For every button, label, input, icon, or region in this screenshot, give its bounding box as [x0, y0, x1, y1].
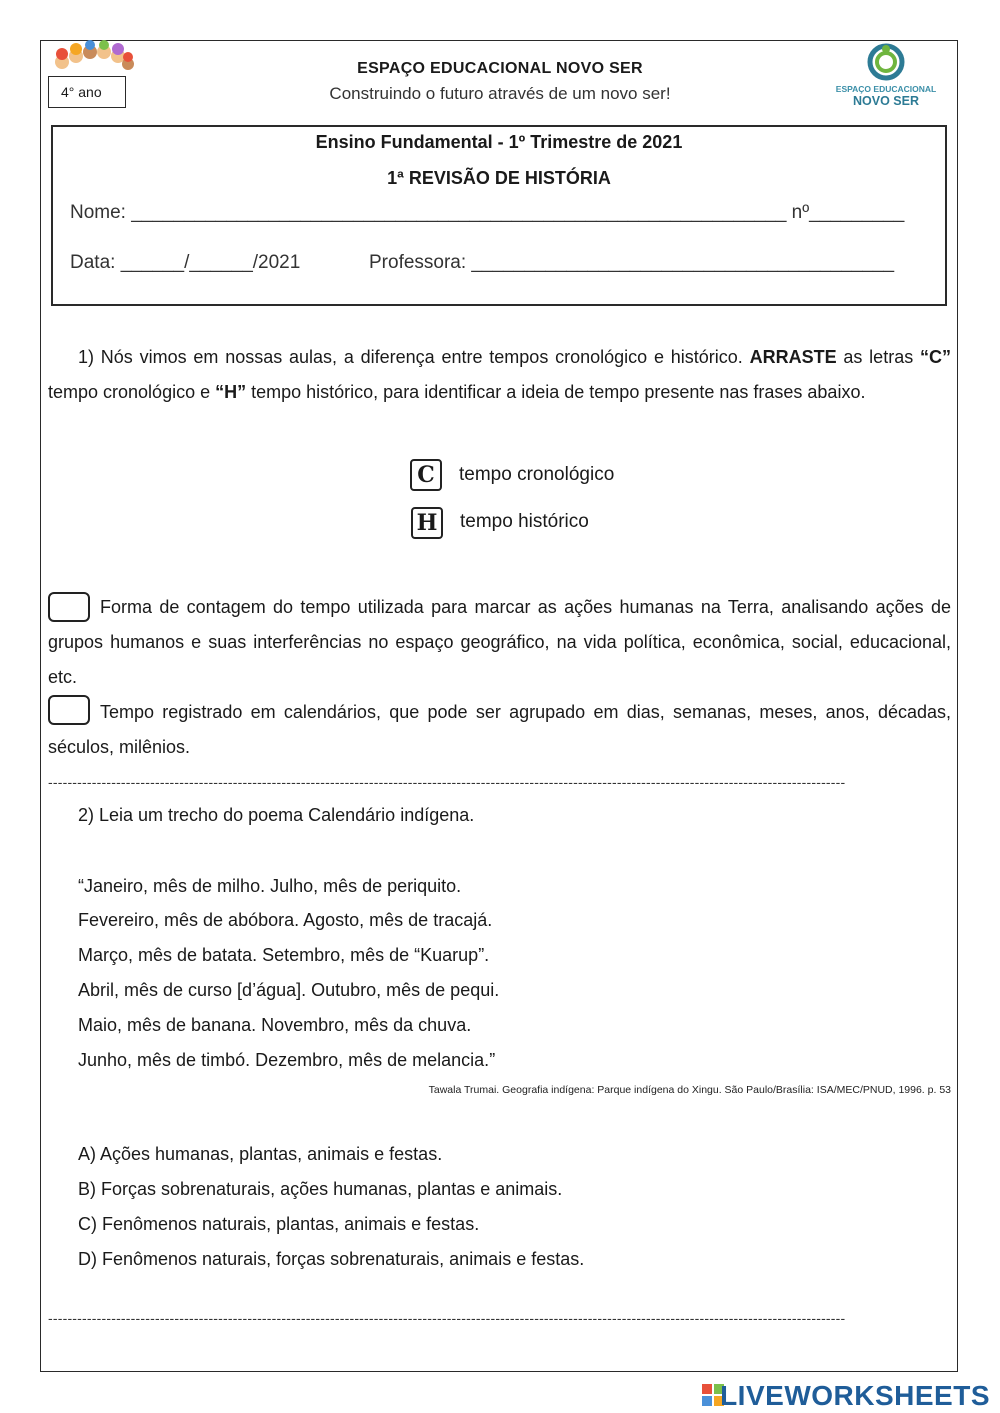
- school-slogan: Construindo o futuro através de um novo ser!: [329, 84, 671, 103]
- name-field[interactable]: Nome: ______________________________________________________________ nº_________: [70, 202, 905, 223]
- q1-intro-part-c: tempo cronológico e: [48, 382, 216, 402]
- children-illustration: [52, 40, 136, 80]
- q1-intro-part-b: as letras: [836, 347, 920, 367]
- q1-h-quote: “H”: [215, 382, 247, 402]
- q1-intro-part-d: tempo histórico, para identificar a ideia de tempo presente nas frases abaixo.: [246, 382, 866, 402]
- grade-label: 4° ano: [48, 76, 126, 108]
- liveworksheets-brand[interactable]: LIVEWORKSHEETS: [720, 1380, 990, 1411]
- logo-text-bottom: NOVO SER: [853, 94, 919, 108]
- drag-letter-h[interactable]: H: [411, 507, 443, 539]
- bottom-divider: --------------------------------------------------------------------------------------------------------------------------------------------------------------------: [48, 1310, 846, 1326]
- logo-text-top: ESPAÇO EDUCACIONAL: [835, 84, 937, 94]
- teacher-field[interactable]: Professora: ________________________________________: [369, 252, 895, 273]
- poem-line: Março, mês de batata. Setembro, mês de “Kuarup”.: [78, 945, 490, 965]
- option-b[interactable]: B) Forças sobrenaturais, ações humanas, plantas e animais.: [78, 1179, 563, 1199]
- option-c[interactable]: C) Fenômenos naturais, plantas, animais e festas.: [78, 1214, 480, 1234]
- q1-c-quote: “C”: [920, 347, 951, 367]
- q1-intro-part-a: 1) Nós vimos em nossas aulas, a diferença entre tempos cronológico e histórico.: [78, 347, 750, 367]
- option-d[interactable]: D) Fenômenos naturais, forças sobrenaturais, animais e festas.: [78, 1249, 585, 1269]
- school-name: ESPAÇO EDUCACIONAL NOVO SER: [357, 60, 643, 77]
- course-title: Ensino Fundamental - 1º Trimestre de 2021: [315, 132, 683, 152]
- legend-label-chronological: tempo cronológico: [459, 464, 615, 485]
- statement-1: Forma de contagem do tempo utilizada para marcar as ações humanas na Terra, analisando ações de grupos humanos e suas interferências no espaço geográfico, na vida política, econômica, social, educacional, etc.: [48, 597, 951, 687]
- poem-line: Maio, mês de banana. Novembro, mês da chuva.: [78, 1015, 472, 1035]
- question-1-text: [48, 340, 951, 410]
- q1-drag-keyword: ARRASTE: [749, 347, 837, 367]
- poem-line: Abril, mês de curso [d’água]. Outubro, mês de pequi.: [78, 980, 500, 1000]
- drag-letter-c[interactable]: C: [410, 459, 442, 491]
- poem-line: “Janeiro, mês de milho. Julho, mês de periquito.: [78, 876, 462, 896]
- section-divider: --------------------------------------------------------------------------------------------------------------------------------------------------------------------: [48, 774, 846, 790]
- question-2-prompt: 2) Leia um trecho do poema Calendário indígena.: [78, 805, 475, 825]
- statement-2: Tempo registrado em calendários, que pode ser agrupado em dias, semanas, meses, anos, décadas, séculos, milênios.: [48, 702, 951, 757]
- poem-line: Fevereiro, mês de abóbora. Agosto, mês de tracajá.: [78, 910, 493, 930]
- option-a[interactable]: A) Ações humanas, plantas, animais e festas.: [78, 1144, 443, 1164]
- date-field[interactable]: Data: ______/______/2021: [70, 252, 301, 273]
- legend-label-historical: tempo histórico: [460, 511, 589, 532]
- poem-citation: Tawala Trumai. Geografia indígena: Parque indígena do Xingu. São Paulo/Brasília: ISA/MEC/PNUD, 1996. p. 53: [428, 1084, 951, 1096]
- review-title: 1ª REVISÃO DE HISTÓRIA: [387, 168, 611, 188]
- poem-line: Junho, mês de timbó. Dezembro, mês de melancia.”: [78, 1050, 496, 1070]
